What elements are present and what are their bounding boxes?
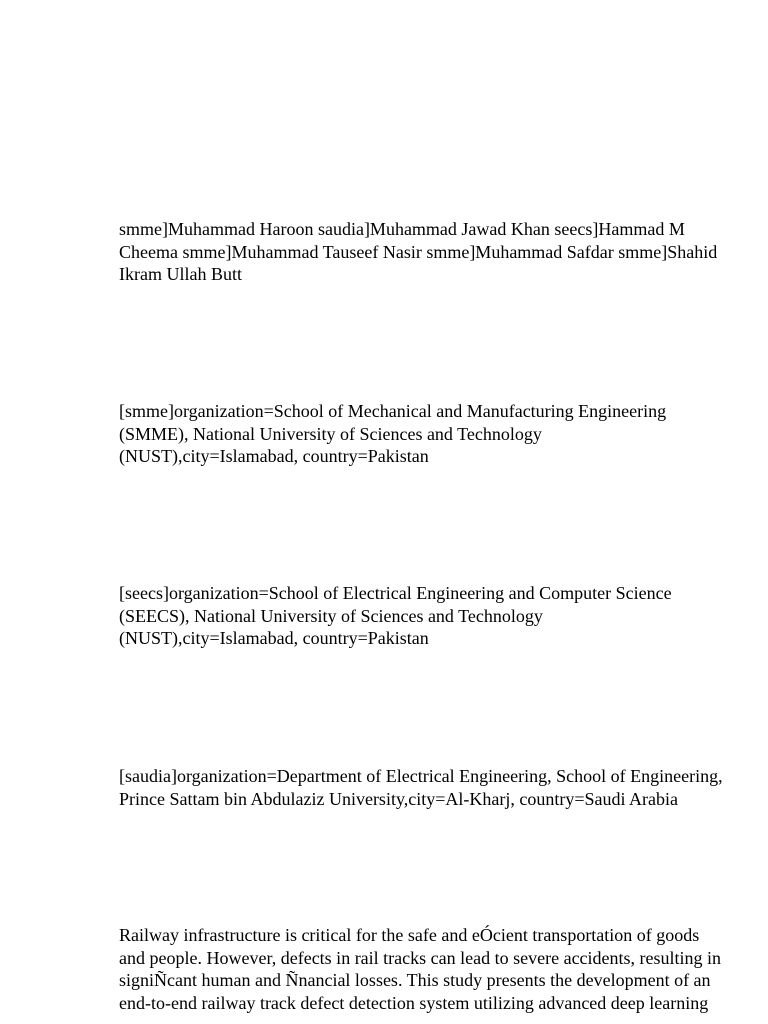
affiliation-line: (NUST),city=Islamabad, country=Pakistan [119,628,429,649]
abstract-text [119,924,768,1014]
affiliation-line: (NUST),city=Islamabad, country=Pakistan [119,446,429,467]
author-line: Cheema smme]Muhammad Tauseef Nasir smme]Muhammad Safdar smme]Shahid [119,241,718,262]
affiliation-line: (SEECS), National University of Sciences and Technology [119,605,543,626]
affiliation-line: [seecs]organization=School of Electrical Engineering and Computer Science [119,583,672,603]
abstract-line: end-to-end railway track defect detection system utilizing advanced deep learning [119,992,709,1013]
affiliation-smme [119,400,768,468]
author-list [119,218,768,286]
affiliation-line: Prince Sattam bin Abdulaziz University,city=Al-Kharj, country=Saudi Arabia [119,788,679,809]
affiliation-seecs [119,582,768,650]
affiliation-saudia [119,765,768,810]
author-line: smme]Muhammad Haroon saudia]Muhammad Jawad Khan seecs]Hammad M [119,219,685,239]
abstract-line: Railway infrastructure is critical for the safe and eÓcient transportation of goods [119,925,700,945]
abstract-line: signiÑcant human and Ñnancial losses. This study presents the development of an [119,970,711,991]
author-line: Ikram Ullah Butt [119,264,242,285]
abstract-line: and people. However, defects in rail tracks can lead to severe accidents, resulting in [119,947,722,968]
affiliation-line: (SMME), National University of Sciences and Technology [119,423,542,444]
affiliation-line: [smme]organization=School of Mechanical and Manufacturing Engineering [119,401,667,421]
affiliation-line: [saudia]organization=Department of Electrical Engineering, School of Engineering, [119,766,723,786]
